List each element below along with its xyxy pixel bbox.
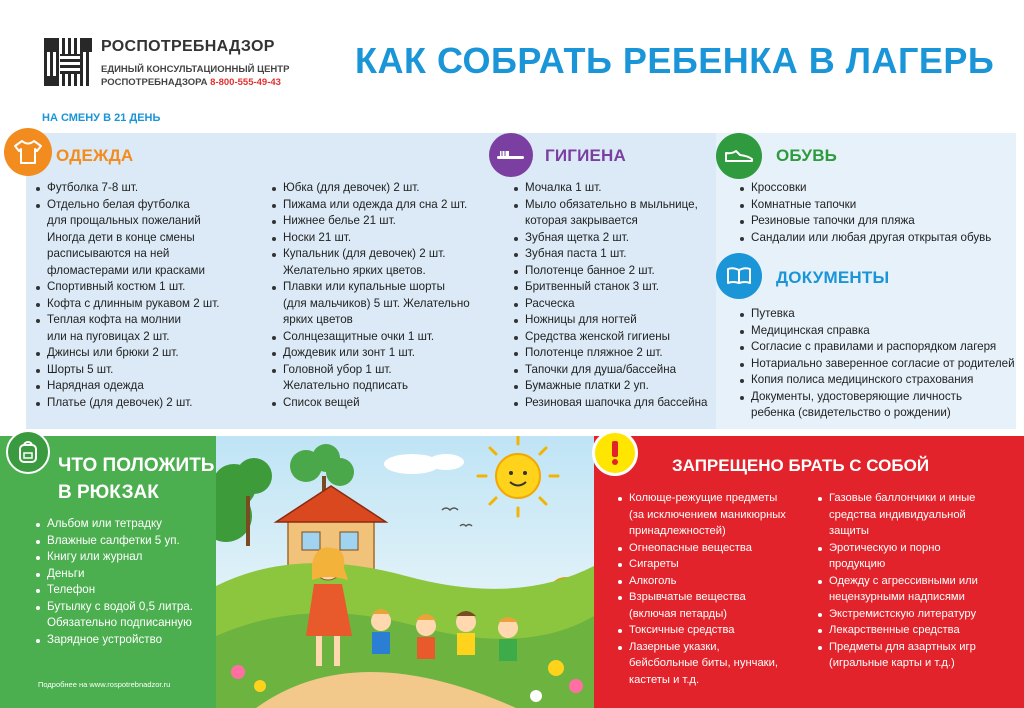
list-item: Бутылку с водой 0,5 литра. Обязательно подписанную	[34, 599, 214, 632]
list-item: Пижама или одежда для сна 2 шт.	[270, 197, 490, 214]
list-item: Нижнее белье 21 шт.	[270, 213, 490, 230]
brand-name: РОСПОТРЕБНАДЗОР	[101, 38, 275, 55]
clothes-title: ОДЕЖДА	[56, 146, 134, 165]
list-item: Книгу или журнал	[34, 549, 214, 566]
list-item: Документы, удостоверяющие личность ребенка (свидетельство о рождении)	[738, 389, 1023, 422]
list-item: Предметы для азартных игр (игральные карты и т.д.)	[816, 639, 1016, 672]
list-item: Купальник (для девочек) 2 шт. Желательно ярких цветов.	[270, 246, 490, 279]
list-item: Плавки или купальные шорты (для мальчиков) 5 шт. Желательно ярких цветов	[270, 279, 490, 329]
list-item: Сандалии или любая другая открытая обувь	[738, 230, 1018, 247]
list-item: Нотариально заверенное согласие от родителей	[738, 356, 1023, 373]
list-item: Зарядное устройство	[34, 632, 214, 649]
list-item: Тапочки для душа/бассейна	[512, 362, 722, 379]
list-item: Нарядная одежда	[34, 378, 264, 395]
hygiene-list	[512, 180, 722, 411]
list-item: Платье (для девочек) 2 шт.	[34, 395, 264, 412]
list-item: Экстремистскую литературу	[816, 606, 1016, 623]
qr-code	[42, 36, 94, 88]
list-item: Колюще-режущие предметы (за исключением маникюрных принадлежностей)	[616, 490, 821, 540]
list-item: Токсичные средства	[616, 622, 821, 639]
list-item: Эротическую и порно продукцию	[816, 540, 1016, 573]
documents-list	[738, 306, 1023, 422]
list-item: Деньги	[34, 566, 214, 583]
list-item: Список вещей	[270, 395, 490, 412]
consult-center-line2	[101, 76, 289, 89]
list-item: Солнцезащитные очки 1 шт.	[270, 329, 490, 346]
toothbrush-icon	[489, 133, 533, 177]
more-info-link: Подробнее на www.rospotrebnadzor.ru	[38, 680, 171, 689]
list-item: Дождевик или зонт 1 шт.	[270, 345, 490, 362]
book-icon	[716, 253, 762, 299]
list-item: Кофта с длинным рукавом 2 шт.	[34, 296, 264, 313]
forbidden-list-2	[816, 490, 1016, 672]
list-item: Головной убор 1 шт. Желательно подписать	[270, 362, 490, 395]
exclamation-icon	[592, 430, 638, 476]
list-item: Влажные салфетки 5 уп.	[34, 533, 214, 550]
forbidden-title: ЗАПРЕЩЕНО БРАТЬ С СОБОЙ	[672, 456, 930, 475]
list-item: Зубная паста 1 шт.	[512, 246, 722, 263]
consult-center-line1: ЕДИНЫЙ КОНСУЛЬТАЦИОННЫЙ ЦЕНТР	[101, 64, 290, 75]
list-item: Кроссовки	[738, 180, 1018, 197]
list-item: Сигареты	[616, 556, 821, 573]
list-item: Полотенце банное 2 шт.	[512, 263, 722, 280]
list-item: Огнеопасные вещества	[616, 540, 821, 557]
consult-center-line2-text: РОСПОТРЕБНАДЗОРА	[101, 77, 208, 88]
hygiene-title: ГИГИЕНА	[545, 146, 627, 165]
list-item: Лазерные указки, бейсбольные биты, нунчаки, кастеты и т.д.	[616, 639, 821, 689]
hotline-phone: 8-800-555-49-43	[210, 77, 281, 88]
list-item: Джинсы или брюки 2 шт.	[34, 345, 264, 362]
list-item: Алкоголь	[616, 573, 821, 590]
list-item: Полотенце пляжное 2 шт.	[512, 345, 722, 362]
list-item: Ножницы для ногтей	[512, 312, 722, 329]
backpack-list	[34, 516, 214, 648]
tshirt-icon	[4, 128, 52, 176]
shoes-title: ОБУВЬ	[776, 146, 838, 165]
list-item: Резиновая шапочка для бассейна	[512, 395, 722, 412]
list-item: Футболка 7-8 шт.	[34, 180, 264, 197]
sun-icon	[478, 436, 558, 516]
list-item: Одежду с агрессивными или нецензурными надписями	[816, 573, 1016, 606]
backpack-title: ЧТО ПОЛОЖИТЬ В РЮКЗАК	[58, 455, 215, 503]
clothes-list-1	[34, 180, 264, 411]
sneaker-icon	[716, 133, 762, 179]
list-item: Копия полиса медицинского страхования	[738, 372, 1023, 389]
consult-center	[101, 63, 289, 89]
list-item: Комнатные тапочки	[738, 197, 1018, 214]
list-item: Отдельно белая футболка для прощальных пожеланий Иногда дети в конце смены расписываются на ней фломастерами или красками	[34, 197, 264, 280]
list-item: Зубная щетка 2 шт.	[512, 230, 722, 247]
list-item: Согласие с правилами и распорядком лагеря	[738, 339, 1023, 356]
list-item: Путевка	[738, 306, 1023, 323]
list-item: Расческа	[512, 296, 722, 313]
list-item: Газовые баллончики и иные средства индивидуальной защиты	[816, 490, 1016, 540]
list-item: Бритвенный станок 3 шт.	[512, 279, 722, 296]
list-item: Резиновые тапочки для пляжа	[738, 213, 1018, 230]
camp-illustration	[216, 436, 594, 708]
clothes-list-2	[270, 180, 490, 411]
list-item: Бумажные платки 2 уп.	[512, 378, 722, 395]
list-item: Мочалка 1 шт.	[512, 180, 722, 197]
list-item: Спортивный костюм 1 шт.	[34, 279, 264, 296]
page-title: КАК СОБРАТЬ РЕБЕНКА В ЛАГЕРЬ	[355, 40, 995, 81]
list-item: Взрывчатые вещества (включая петарды)	[616, 589, 821, 622]
list-item: Теплая кофта на молнии или на пуговицах 2 шт.	[34, 312, 264, 345]
forbidden-list-1	[616, 490, 821, 688]
list-item: Альбом или тетрадку	[34, 516, 214, 533]
list-item: Мыло обязательно в мыльнице, которая закрывается	[512, 197, 722, 230]
shoes-list	[738, 180, 1018, 246]
list-item: Средства женской гигиены	[512, 329, 722, 346]
list-item: Шорты 5 шт.	[34, 362, 264, 379]
list-item: Носки 21 шт.	[270, 230, 490, 247]
list-item: Юбка (для девочек) 2 шт.	[270, 180, 490, 197]
list-item: Лекарственные средства	[816, 622, 1016, 639]
page-subtitle: НА СМЕНУ В 21 ДЕНЬ	[42, 112, 161, 124]
list-item: Телефон	[34, 582, 214, 599]
documents-title: ДОКУМЕНТЫ	[776, 268, 890, 287]
list-item: Медицинская справка	[738, 323, 1023, 340]
backpack-icon	[6, 430, 50, 474]
